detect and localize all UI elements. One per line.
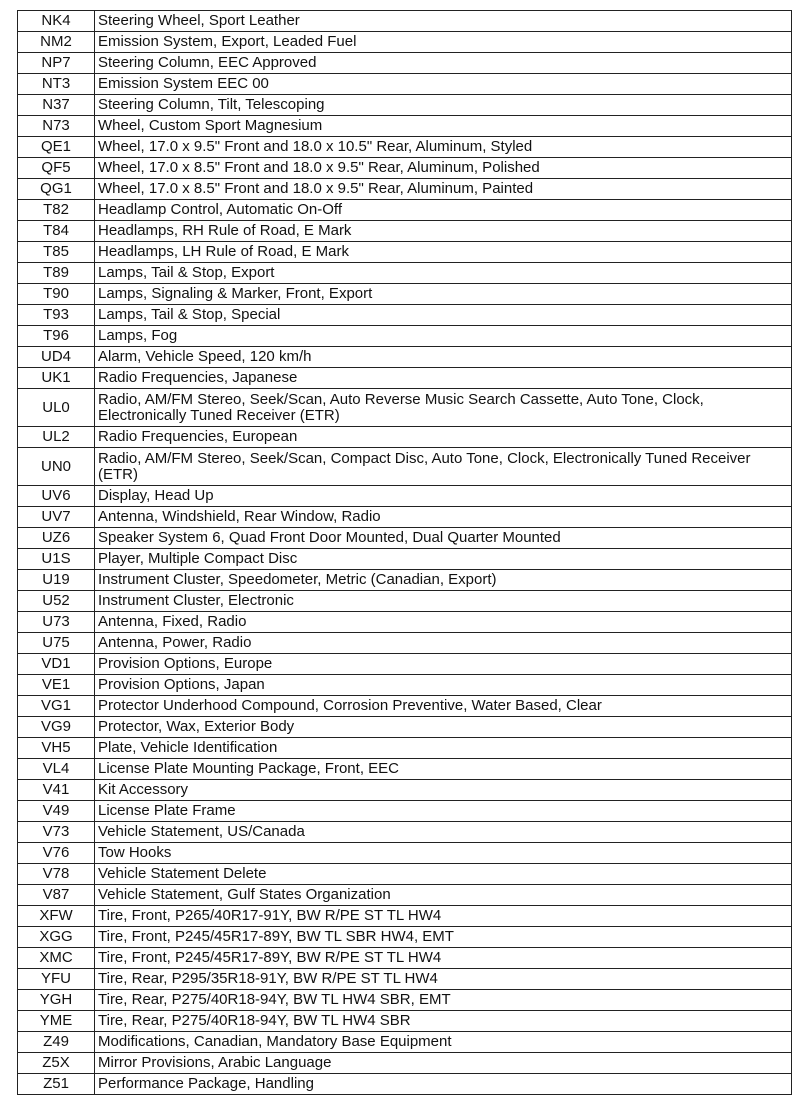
table-row xyxy=(18,801,792,822)
option-description: Headlamps, LH Rule of Road, E Mark xyxy=(95,242,792,263)
option-description: Lamps, Tail & Stop, Export xyxy=(95,263,792,284)
option-description: Emission System, Export, Leaded Fuel xyxy=(95,32,792,53)
option-description: Alarm, Vehicle Speed, 120 km/h xyxy=(95,347,792,368)
table-row xyxy=(18,990,792,1011)
table-row xyxy=(18,1053,792,1074)
option-description: Speaker System 6, Quad Front Door Mounted, Dual Quarter Mounted xyxy=(95,528,792,549)
option-code: VE1 xyxy=(18,675,95,696)
option-description: Player, Multiple Compact Disc xyxy=(95,549,792,570)
option-code: YME xyxy=(18,1011,95,1032)
option-code: VD1 xyxy=(18,654,95,675)
option-description: Emission System EEC 00 xyxy=(95,74,792,95)
option-code: N73 xyxy=(18,116,95,137)
table-row xyxy=(18,1032,792,1053)
table-row xyxy=(18,389,792,427)
option-description: Steering Wheel, Sport Leather xyxy=(95,11,792,32)
options-document xyxy=(17,10,792,1095)
table-row xyxy=(18,738,792,759)
option-code: T93 xyxy=(18,305,95,326)
option-description: License Plate Frame xyxy=(95,801,792,822)
option-code: T82 xyxy=(18,200,95,221)
option-description: Instrument Cluster, Electronic xyxy=(95,591,792,612)
option-code: VG9 xyxy=(18,717,95,738)
table-row xyxy=(18,95,792,116)
table-row xyxy=(18,116,792,137)
option-code: XMC xyxy=(18,948,95,969)
table-row xyxy=(18,570,792,591)
option-description: Headlamps, RH Rule of Road, E Mark xyxy=(95,221,792,242)
option-code: QE1 xyxy=(18,137,95,158)
table-row xyxy=(18,906,792,927)
option-code: Z51 xyxy=(18,1074,95,1095)
option-code: U75 xyxy=(18,633,95,654)
option-description: Antenna, Fixed, Radio xyxy=(95,612,792,633)
table-row xyxy=(18,368,792,389)
table-row xyxy=(18,948,792,969)
option-code: NT3 xyxy=(18,74,95,95)
option-code: N37 xyxy=(18,95,95,116)
option-codes-table xyxy=(17,10,792,1095)
option-code: V73 xyxy=(18,822,95,843)
option-description: Display, Head Up xyxy=(95,486,792,507)
option-description: Mirror Provisions, Arabic Language xyxy=(95,1053,792,1074)
option-code: VG1 xyxy=(18,696,95,717)
option-code: NP7 xyxy=(18,53,95,74)
option-description: Modifications, Canadian, Mandatory Base Equipment xyxy=(95,1032,792,1053)
table-row xyxy=(18,74,792,95)
table-row xyxy=(18,263,792,284)
option-description: Radio, AM/FM Stereo, Seek/Scan, Compact Disc, Auto Tone, Clock, Electronically Tuned Receiver (ETR) xyxy=(95,448,792,486)
option-description: Tire, Front, P265/40R17-91Y, BW R/PE ST TL HW4 xyxy=(95,906,792,927)
option-code: UV7 xyxy=(18,507,95,528)
table-row xyxy=(18,885,792,906)
option-code: XGG xyxy=(18,927,95,948)
option-code: U52 xyxy=(18,591,95,612)
table-row xyxy=(18,427,792,448)
table-row xyxy=(18,305,792,326)
option-code: T89 xyxy=(18,263,95,284)
option-code: QG1 xyxy=(18,179,95,200)
option-description: Tire, Rear, P275/40R18-94Y, BW TL HW4 SBR, EMT xyxy=(95,990,792,1011)
option-description: Plate, Vehicle Identification xyxy=(95,738,792,759)
option-code: NK4 xyxy=(18,11,95,32)
table-row xyxy=(18,969,792,990)
table-row xyxy=(18,137,792,158)
table-row xyxy=(18,486,792,507)
option-code: UK1 xyxy=(18,368,95,389)
option-code: U19 xyxy=(18,570,95,591)
option-description: Antenna, Windshield, Rear Window, Radio xyxy=(95,507,792,528)
table-row xyxy=(18,11,792,32)
option-description: Instrument Cluster, Speedometer, Metric (Canadian, Export) xyxy=(95,570,792,591)
table-row xyxy=(18,759,792,780)
table-row xyxy=(18,1074,792,1095)
option-code: T96 xyxy=(18,326,95,347)
option-code: V41 xyxy=(18,780,95,801)
option-codes-table-body xyxy=(18,11,792,1095)
option-description: Wheel, 17.0 x 9.5" Front and 18.0 x 10.5" Rear, Aluminum, Styled xyxy=(95,137,792,158)
option-description: Lamps, Fog xyxy=(95,326,792,347)
option-code: UD4 xyxy=(18,347,95,368)
option-code: V76 xyxy=(18,843,95,864)
table-row xyxy=(18,200,792,221)
option-code: V49 xyxy=(18,801,95,822)
option-description: Performance Package, Handling xyxy=(95,1074,792,1095)
option-description: Wheel, Custom Sport Magnesium xyxy=(95,116,792,137)
option-code: UN0 xyxy=(18,448,95,486)
table-row xyxy=(18,1011,792,1032)
option-code: YGH xyxy=(18,990,95,1011)
table-row xyxy=(18,780,792,801)
table-row xyxy=(18,284,792,305)
option-description: Lamps, Signaling & Marker, Front, Export xyxy=(95,284,792,305)
option-code: T90 xyxy=(18,284,95,305)
option-code: Z5X xyxy=(18,1053,95,1074)
option-description: Provision Options, Europe xyxy=(95,654,792,675)
option-description: Radio, AM/FM Stereo, Seek/Scan, Auto Reverse Music Search Cassette, Auto Tone, Clock, Electronically Tuned Receiver (ETR) xyxy=(95,389,792,427)
table-row xyxy=(18,717,792,738)
option-description: Lamps, Tail & Stop, Special xyxy=(95,305,792,326)
option-code: V87 xyxy=(18,885,95,906)
table-row xyxy=(18,675,792,696)
option-description: Protector Underhood Compound, Corrosion Preventive, Water Based, Clear xyxy=(95,696,792,717)
option-description: Vehicle Statement Delete xyxy=(95,864,792,885)
table-row xyxy=(18,347,792,368)
table-row xyxy=(18,843,792,864)
option-description: Radio Frequencies, European xyxy=(95,427,792,448)
option-description: Antenna, Power, Radio xyxy=(95,633,792,654)
option-description: Steering Column, Tilt, Telescoping xyxy=(95,95,792,116)
table-row xyxy=(18,242,792,263)
option-code: VL4 xyxy=(18,759,95,780)
table-row xyxy=(18,822,792,843)
option-code: QF5 xyxy=(18,158,95,179)
option-code: T85 xyxy=(18,242,95,263)
table-row xyxy=(18,927,792,948)
option-code: V78 xyxy=(18,864,95,885)
option-code: YFU xyxy=(18,969,95,990)
table-row xyxy=(18,326,792,347)
option-code: U1S xyxy=(18,549,95,570)
option-description: Wheel, 17.0 x 8.5" Front and 18.0 x 9.5" Rear, Aluminum, Painted xyxy=(95,179,792,200)
option-code: UZ6 xyxy=(18,528,95,549)
table-row xyxy=(18,633,792,654)
option-code: T84 xyxy=(18,221,95,242)
table-row xyxy=(18,528,792,549)
table-row xyxy=(18,612,792,633)
option-description: Kit Accessory xyxy=(95,780,792,801)
option-description: Steering Column, EEC Approved xyxy=(95,53,792,74)
option-description: Vehicle Statement, Gulf States Organization xyxy=(95,885,792,906)
option-description: Protector, Wax, Exterior Body xyxy=(95,717,792,738)
option-code: XFW xyxy=(18,906,95,927)
option-code: NM2 xyxy=(18,32,95,53)
table-row xyxy=(18,32,792,53)
option-description: Tow Hooks xyxy=(95,843,792,864)
option-description: Provision Options, Japan xyxy=(95,675,792,696)
table-row xyxy=(18,696,792,717)
option-code: U73 xyxy=(18,612,95,633)
table-row xyxy=(18,53,792,74)
table-row xyxy=(18,221,792,242)
table-row xyxy=(18,179,792,200)
option-code: VH5 xyxy=(18,738,95,759)
option-code: UL2 xyxy=(18,427,95,448)
option-code: UL0 xyxy=(18,389,95,427)
table-row xyxy=(18,591,792,612)
table-row xyxy=(18,158,792,179)
option-description: License Plate Mounting Package, Front, EEC xyxy=(95,759,792,780)
table-row xyxy=(18,654,792,675)
option-description: Tire, Rear, P295/35R18-91Y, BW R/PE ST TL HW4 xyxy=(95,969,792,990)
option-description: Radio Frequencies, Japanese xyxy=(95,368,792,389)
option-description: Tire, Front, P245/45R17-89Y, BW R/PE ST TL HW4 xyxy=(95,948,792,969)
option-code: Z49 xyxy=(18,1032,95,1053)
table-row xyxy=(18,864,792,885)
option-description: Headlamp Control, Automatic On-Off xyxy=(95,200,792,221)
option-description: Vehicle Statement, US/Canada xyxy=(95,822,792,843)
table-row xyxy=(18,448,792,486)
option-description: Tire, Front, P245/45R17-89Y, BW TL SBR HW4, EMT xyxy=(95,927,792,948)
option-description: Tire, Rear, P275/40R18-94Y, BW TL HW4 SBR xyxy=(95,1011,792,1032)
option-description: Wheel, 17.0 x 8.5" Front and 18.0 x 9.5" Rear, Aluminum, Polished xyxy=(95,158,792,179)
table-row xyxy=(18,549,792,570)
table-row xyxy=(18,507,792,528)
option-code: UV6 xyxy=(18,486,95,507)
